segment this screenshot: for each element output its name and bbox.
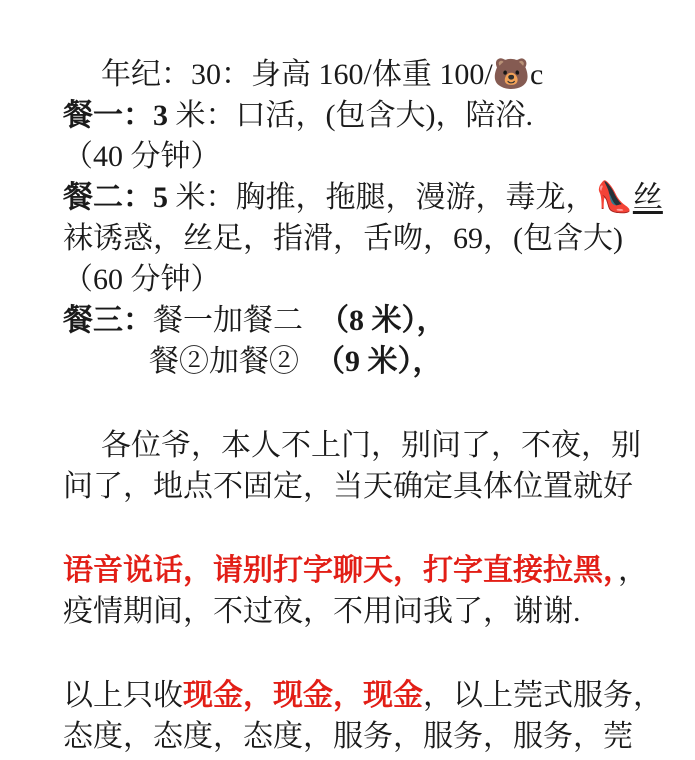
meal3-combo2-text: 餐②加餐② (149, 345, 299, 378)
line-meal2-duration: （60 分钟） (63, 263, 221, 296)
meal3-combo1-text: 餐一加餐二 (153, 304, 303, 337)
line-notice-1: 各位爷，本人不上门，别问了，不夜，别 (101, 429, 641, 462)
bear-emoji: 🐻 (492, 58, 531, 91)
line-meal3-combo1 (63, 300, 665, 341)
age-stats-text: 年纪：30：身高 160/体重 100/ (101, 58, 493, 91)
meal1-label: 餐一：3 (63, 99, 168, 132)
line-payment-2: 态度，态度，态度，服务，服务，服务，莞 (63, 720, 633, 753)
high-heel-emoji: 👠 (595, 181, 633, 214)
line-payment (63, 675, 665, 716)
meal2-label: 餐二：5 (63, 181, 168, 214)
line-meal1-duration: （40 分钟） (63, 140, 221, 173)
meal3-price2: （9 米）， (315, 345, 443, 378)
line-age-stats (63, 54, 665, 95)
price-list-section (63, 54, 665, 382)
warning-black-comma: ， (618, 554, 648, 587)
line-meal3-combo2 (63, 341, 665, 382)
meal1-details: 米：口活，(包含大)，陪浴. (168, 99, 533, 132)
line-meal1 (63, 95, 665, 136)
line-meal2 (63, 177, 665, 218)
line-meal2-wrap: 袜诱惑，丝足，指滑，舌吻，69，(包含大) (63, 222, 623, 255)
payment-pre-text: 以上只收 (63, 679, 183, 712)
warning-section (63, 550, 665, 632)
notice-section (63, 425, 665, 507)
payment-cash-text: 现金，现金，现金 (183, 679, 423, 712)
warning-red-text: 语音说话，请别打字聊天，打字直接拉黑， (63, 554, 618, 587)
meal2-underlined-char: 丝 (632, 181, 663, 214)
line-warning-red (63, 550, 665, 591)
line-notice-2: 问了，地点不固定，当天确定具体位置就好 (63, 470, 633, 503)
payment-post-text: ，以上莞式服务， (423, 679, 663, 712)
line-warning-2: 疫情期间，不过夜，不用问我了，谢谢. (63, 595, 581, 628)
meal3-price1: （8 米）， (319, 304, 447, 337)
payment-section (63, 675, 665, 757)
age-stats-suffix: c (530, 58, 544, 91)
meal2-details: 米：胸推，拖腿，漫游，毒龙， (168, 181, 596, 214)
meal3-label: 餐三： (63, 304, 153, 337)
